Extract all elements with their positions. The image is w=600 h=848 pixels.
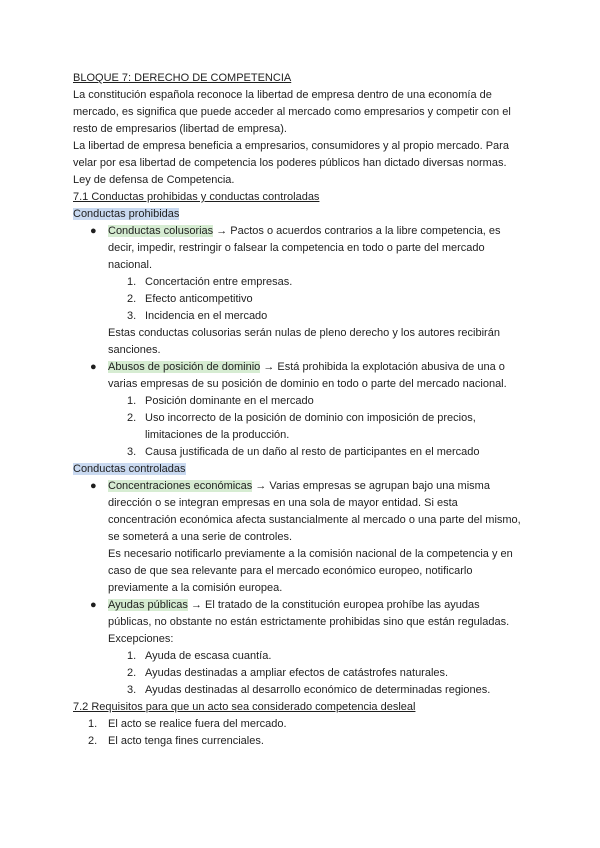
list-item: [73, 308, 533, 325]
subheading-conductas-controladas: Conductas controladas: [73, 463, 186, 475]
note-text: Estas conductas colusorias serán nulas de pleno derecho y los autores recibirán: [108, 327, 500, 339]
intro-line: La constitución española reconoce la libertad de empresa dentro de una economía de: [73, 89, 492, 101]
list-item: [73, 274, 533, 291]
list-number: 3.: [127, 684, 137, 696]
bullet-icon: ●: [90, 599, 97, 611]
definition-text: Es necesario notificarlo previamente a la comisión nacional de la competencia y en: [108, 548, 513, 560]
list-item: [73, 410, 533, 444]
definition-text: Excepciones:: [108, 633, 174, 645]
bullet-icon: ●: [90, 480, 97, 492]
list-item: [73, 665, 533, 682]
list-item-text: Ayuda de escasa cuantía.: [145, 650, 272, 662]
block-title: BLOQUE 7: DERECHO DE COMPETENCIA: [73, 72, 292, 84]
definition-text: públicas, no obstante no están estrictamente prohibidas sino que están reguladas.: [108, 616, 510, 628]
list-number: 3.: [127, 446, 137, 458]
definition-text: → Está prohibida la explotación abusiva de una o: [260, 361, 505, 373]
list-item-text: El acto se realice fuera del mercado.: [108, 718, 287, 730]
list-number: 1.: [127, 276, 137, 288]
subheading-conductas-prohibidas: Conductas prohibidas: [73, 208, 180, 220]
definition-text: dirección o se integran empresas en una sola de mayor entidad. Si esta: [108, 497, 458, 509]
term-colusorias: Conductas colusorias: [108, 225, 214, 237]
list-number: 2.: [127, 412, 137, 424]
list-item: [73, 444, 533, 461]
definition-text: varias empresas de su posición de dominio en todo o parte del mercado nacional.: [108, 378, 507, 390]
term-ayudas: Ayudas públicas: [108, 599, 188, 611]
list-item-text: Incidencia en el mercado: [145, 310, 268, 322]
bullet-item-colusorias: [73, 223, 533, 274]
definition-text: nacional.: [108, 259, 153, 271]
list-item-text: El acto tenga fines currenciales.: [108, 735, 264, 747]
bullet-item-abuso: [73, 359, 533, 393]
definition-text: → Pactos o acuerdos contrarios a la libre competencia, es: [213, 225, 501, 237]
list-item-text: Ayudas destinadas al desarrollo económico de determinadas regiones.: [145, 684, 491, 696]
bullet-item-concentraciones: [73, 478, 533, 597]
intro-line: mercado, es significa que puede acceder al mercado como empresarios y competir con el: [73, 106, 511, 118]
list-item: [73, 733, 533, 750]
intro-line: Ley de defensa de Competencia.: [73, 174, 235, 186]
definition-text: → El tratado de la constitución europea prohíbe las ayudas: [187, 599, 480, 611]
bullet-icon: ●: [90, 361, 97, 373]
list-number: 2.: [127, 293, 137, 305]
list-number: 3.: [127, 310, 137, 322]
list-item-text: limitaciones de la producción.: [145, 429, 290, 441]
definition-text: caso de que sea relevante para el mercado económico europeo, notificarlo: [108, 565, 473, 577]
list-number: 1.: [127, 395, 137, 407]
definition-text: se someterá a una serie de controles.: [108, 531, 293, 543]
document-body: [73, 70, 533, 750]
intro-line: resto de empresarios (libertad de empresa).: [73, 123, 287, 135]
list-item: [73, 716, 533, 733]
list-item: [73, 393, 533, 410]
definition-text: previamente a la comisión europea.: [108, 582, 283, 594]
intro-line: La libertad de empresa beneficia a empresarios, consumidores y al propio mercado. Para: [73, 140, 509, 152]
definition-text: → Varias empresas se agrupan bajo una misma: [252, 480, 490, 492]
list-number: 1.: [127, 650, 137, 662]
definition-text: decir, impedir, restringir o falsear la competencia en todo o parte del mercado: [108, 242, 485, 254]
bullet-icon: ●: [90, 225, 97, 237]
list-item: [73, 682, 533, 699]
list-item-text: Uso incorrecto de la posición de dominio con imposición de precios,: [145, 412, 476, 424]
note-text: sanciones.: [108, 344, 161, 356]
list-item-text: Ayudas destinadas a ampliar efectos de catástrofes naturales.: [145, 667, 449, 679]
definition-text: concentración económica afecta sustancialmente al mercado o una parte del mismo,: [108, 514, 521, 526]
section-heading-7-2: 7.2 Requisitos para que un acto sea considerado competencia desleal: [73, 701, 416, 713]
list-item-text: Causa justificada de un daño al resto de participantes en el mercado: [145, 446, 480, 458]
list-item: [73, 648, 533, 665]
list-item-text: Efecto anticompetitivo: [145, 293, 253, 305]
section-heading-7-1: 7.1 Conductas prohibidas y conductas controladas: [73, 191, 320, 203]
term-abuso: Abusos de posición de dominio: [108, 361, 261, 373]
list-item-text: Posición dominante en el mercado: [145, 395, 314, 407]
term-concentraciones: Concentraciones económicas: [108, 480, 253, 492]
intro-line: velar por esa libertad de competencia los poderes públicos han dictado diversas normas.: [73, 157, 507, 169]
list-item: [73, 291, 533, 308]
list-number: 2.: [127, 667, 137, 679]
list-number: 2.: [88, 735, 98, 747]
list-item-text: Concertación entre empresas.: [145, 276, 293, 288]
bullet-item-ayudas: [73, 597, 533, 648]
list-number: 1.: [88, 718, 98, 730]
